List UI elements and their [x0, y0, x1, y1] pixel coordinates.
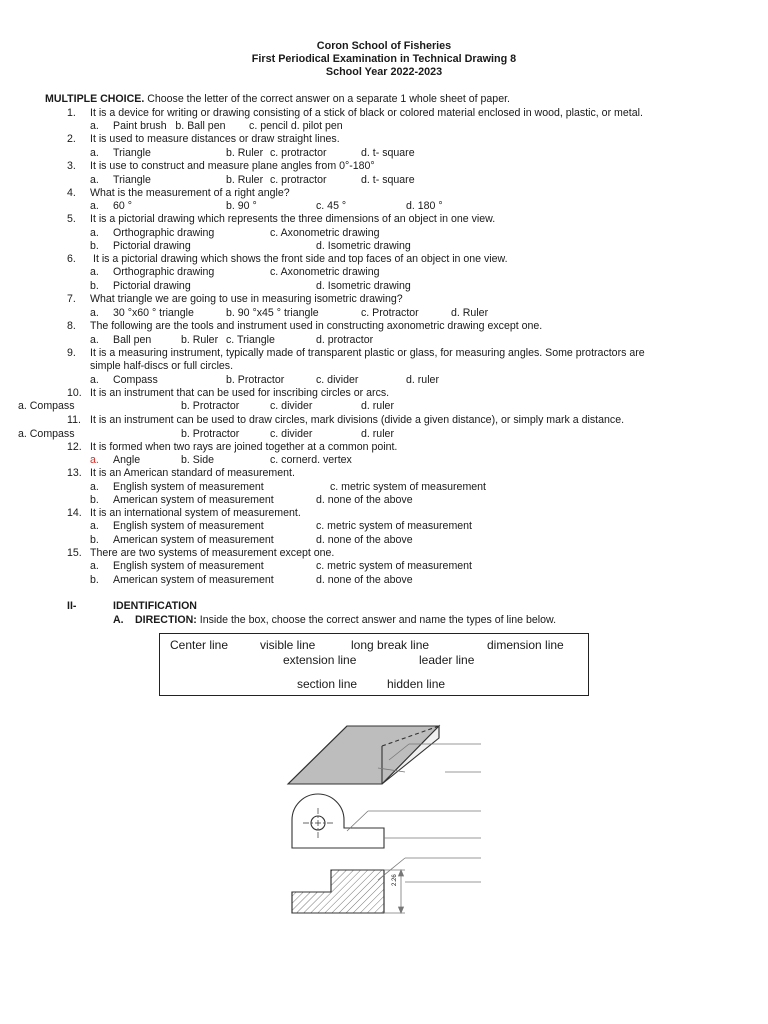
option-a: a. Compass [18, 400, 75, 412]
option-d: d. 180 ° [406, 200, 443, 212]
question-text: It is use to construct and measure plane angles from 0°-180° [90, 160, 375, 172]
option-a: Orthographic drawing [113, 266, 215, 278]
option-line: Paint brush b. Ball pen c. pencil d. pilot pen [113, 120, 343, 132]
option-d: d. Isometric drawing [316, 240, 411, 252]
school-year: School Year 2022-2023 [325, 66, 443, 78]
question-number: 2. [67, 133, 76, 145]
question-text: It is a pictorial drawing which shows the front side and top faces of an object in one view. [93, 253, 508, 265]
option-b: b. Ruler [226, 174, 264, 186]
option-letter-b: b. [90, 280, 99, 292]
question-text-continued: simple half-discs or full circles. [90, 360, 234, 372]
bracket-drawing [292, 794, 384, 848]
option-a: 30 °x60 ° triangle [113, 307, 194, 319]
option-c: c. protractor [270, 147, 327, 159]
option-b: b. Protractor [226, 374, 285, 386]
question-number: 5. [67, 213, 76, 225]
option-c: c. metric system of measurement [330, 481, 487, 493]
option-a: Triangle [113, 174, 151, 186]
question-text: There are two systems of measurement except one. [90, 547, 335, 559]
question-number: 8. [67, 320, 76, 332]
option-d: d. ruler [361, 428, 394, 440]
wedge-leader-lines [378, 744, 481, 772]
option-letter-a: a. [90, 174, 99, 186]
option-b: Pictorial drawing [113, 280, 191, 292]
option-d: d. Isometric drawing [316, 280, 411, 292]
part-roman-numeral: II- [67, 600, 77, 612]
question-number: 1. [67, 107, 76, 119]
school-name: Coron School of Fisheries [316, 40, 452, 52]
question-number: 15. [67, 547, 82, 559]
question-text: It is an instrument can be used to draw circles, mark divisions (divide a given distance), or simply mark a distance. [90, 414, 625, 426]
question-number: 10. [67, 387, 82, 399]
option-c: c. Protractor [361, 307, 419, 319]
option-letter-a: a. [90, 200, 99, 212]
option-a: 60 ° [113, 200, 132, 212]
option-a: Compass [113, 374, 158, 386]
exam-title: First Periodical Examination in Technical Drawing 8 [251, 53, 517, 65]
question-number: 7. [67, 293, 76, 305]
option-letter-a: a. [90, 266, 99, 278]
part-title: IDENTIFICATION [113, 600, 197, 612]
word-hidden-line: hidden line [387, 677, 446, 691]
question-text: It is an American standard of measurement. [90, 467, 295, 479]
option-letter-b: b. [90, 240, 99, 252]
question-text: It is a pictorial drawing which represents the three dimensions of an object in one view. [90, 213, 496, 225]
option-a: English system of measurement [113, 560, 264, 572]
option-d: d. protractor [316, 334, 374, 346]
option-letter-a: a. [90, 520, 99, 532]
option-a: English system of measurement [113, 520, 264, 532]
word-dimension-line: dimension line [487, 638, 564, 652]
mc-instruction: Choose the letter of the correct answer on a separate 1 whole sheet of paper. [147, 93, 510, 105]
option-d: d. none of the above [316, 534, 413, 546]
question-number: 6. [67, 253, 76, 265]
option-letter-b: b. [90, 574, 99, 586]
option-c: c. Axonometric drawing [270, 227, 380, 239]
question-number: 9. [67, 347, 76, 359]
option-d: d. none of the above [316, 494, 413, 506]
option-letter-b: b. [90, 494, 99, 506]
question-number: 11. [67, 414, 81, 426]
option-c: c. metric system of measurement [316, 560, 473, 572]
option-a: Triangle [113, 147, 151, 159]
dimension-value: 2.26 [392, 874, 398, 886]
option-letter-a: a. [90, 374, 99, 386]
question-text: It is a device for writing or drawing consisting of a stick of black or colored material enclosed in wood, plastic, or metal. [90, 107, 643, 119]
option-a: a. Compass [18, 428, 75, 440]
option-c: c. divider [270, 428, 313, 440]
option-b: b. Protractor [181, 400, 240, 412]
option-b: b. Ruler [226, 147, 264, 159]
option-c: c. 45 ° [316, 200, 347, 212]
option-c: c. divider [316, 374, 359, 386]
direction [135, 614, 556, 627]
option-a: Ball pen [113, 334, 152, 346]
word-section-line: section line [297, 677, 358, 691]
direction-text: Inside the box, choose the correct answer and name the types of line below. [199, 614, 557, 626]
bracket-leader-lines [347, 811, 481, 838]
option-c: c. protractor [270, 174, 327, 186]
question-text: It is used to measure distances or draw straight lines. [90, 133, 340, 145]
question-text: It is formed when two rays are joined together at a common point. [90, 441, 398, 453]
option-letter-a: a. [90, 307, 99, 319]
question-text: It is a measuring instrument, typically made of transparent plastic or glass, for measuring angles. Some protractors are [90, 347, 645, 359]
question-text: It is an instrument that can be used for inscribing circles or arcs. [90, 387, 390, 399]
option-d: d. ruler [361, 400, 394, 412]
option-letter-a: a. [90, 334, 99, 346]
question-text: It is an international system of measurement. [90, 507, 301, 519]
mc-title: MULTIPLE CHOICE. [45, 93, 145, 105]
option-a: English system of measurement [113, 481, 264, 493]
option-letter-a: a. [90, 454, 99, 466]
question-text: The following are the tools and instrument used in constructing axonometric drawing except one. [90, 320, 543, 332]
option-a: Orthographic drawing [113, 227, 215, 239]
word-box [159, 633, 589, 696]
option-letter-a: a. [90, 120, 99, 132]
option-c: c. divider [270, 400, 313, 412]
word-extension-line: extension line [283, 653, 357, 667]
option-a: Angle [113, 454, 141, 466]
option-c: c. metric system of measurement [316, 520, 473, 532]
option-d: d. Ruler [451, 307, 489, 319]
direction-label: DIRECTION: [135, 614, 197, 626]
option-d: d. t- square [361, 174, 415, 186]
option-letter-a: a. [90, 147, 99, 159]
question-text: What triangle we are going to use in measuring isometric drawing? [90, 293, 403, 305]
option-b: American system of measurement [113, 574, 274, 586]
option-letter-a: a. [90, 227, 99, 239]
option-b: American system of measurement [113, 534, 274, 546]
question-number: 13. [67, 467, 82, 479]
option-d: d. ruler [406, 374, 439, 386]
option-b: b. 90 °x45 ° triangle [226, 307, 319, 319]
question-number: 3. [67, 160, 76, 172]
option-letter-b: b. [90, 534, 99, 546]
option-b: American system of measurement [113, 494, 274, 506]
section-block-drawing [292, 870, 384, 913]
option-d: d. none of the above [316, 574, 413, 586]
option-b: b. 90 ° [226, 200, 257, 212]
option-c: c. Axonometric drawing [270, 266, 380, 278]
word-visible-line: visible line [260, 638, 316, 652]
option-b: Pictorial drawing [113, 240, 191, 252]
question-number: 4. [67, 187, 76, 199]
question-text: What is the measurement of a right angle? [90, 187, 290, 199]
option-d: d. t- square [361, 147, 415, 159]
mc-heading [45, 93, 510, 106]
word-long-break-line: long break line [351, 638, 430, 652]
option-c: c. cornerd. vertex [270, 454, 352, 466]
option-b: b. Side [181, 454, 214, 466]
question-number: 12. [67, 441, 82, 453]
option-b: b. Ruler [181, 334, 219, 346]
question-number: 14. [67, 507, 82, 519]
word-leader-line: leader line [419, 653, 475, 667]
option-letter-a: a. [90, 560, 99, 572]
word-center-line: Center line [170, 638, 229, 652]
option-c: c. Triangle [226, 334, 275, 346]
option-letter-a: a. [90, 481, 99, 493]
wedge-drawing [288, 726, 439, 784]
direction-letter: A. [113, 614, 124, 626]
option-b: b. Protractor [181, 428, 240, 440]
